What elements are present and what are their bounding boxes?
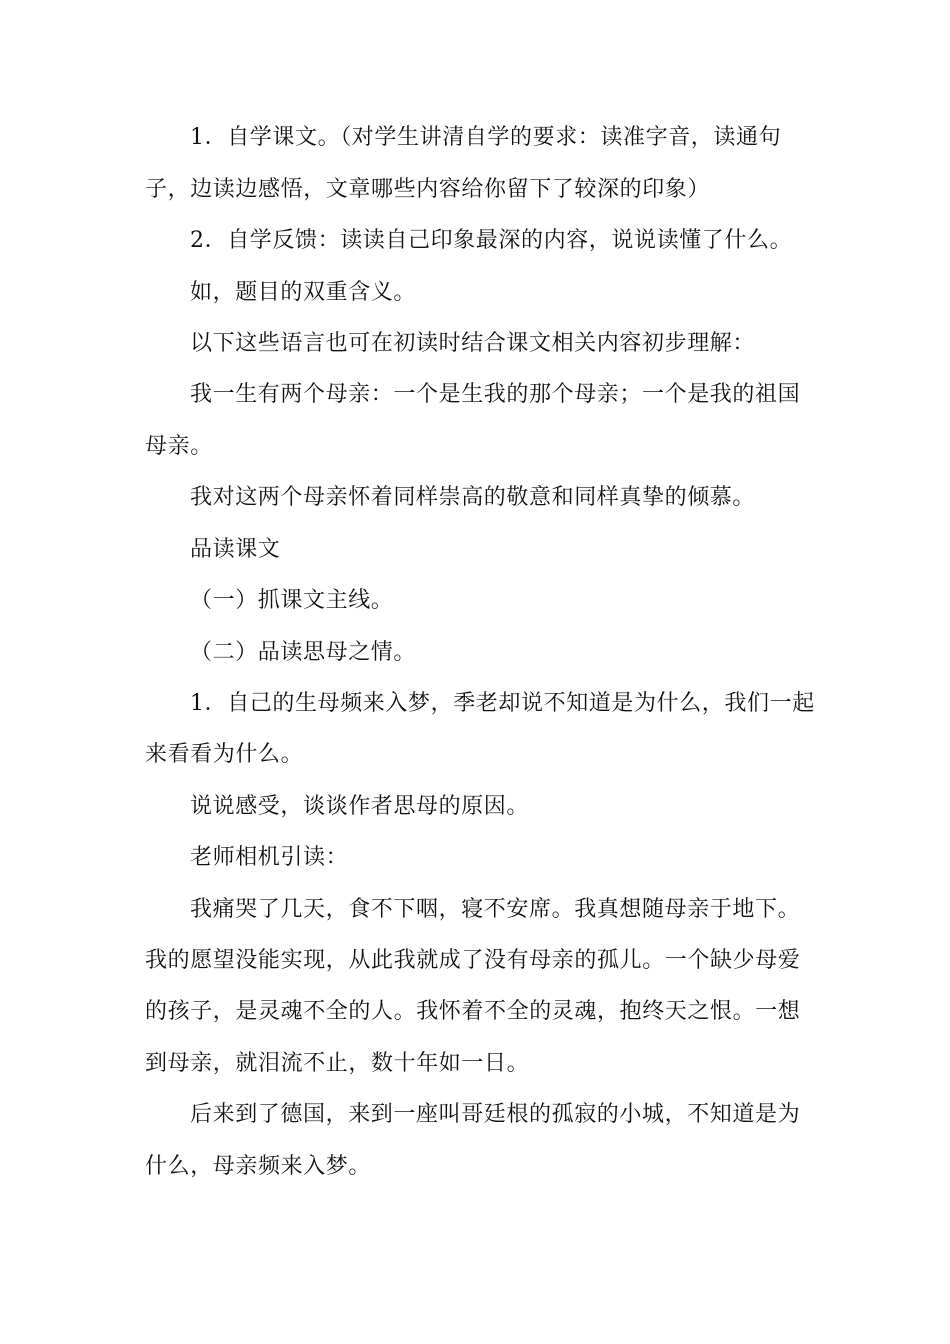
quote-line: 我痛哭了几天，食不下咽，寝不安席。我真想随母亲于地下。 bbox=[190, 897, 801, 922]
paragraph-line: 我一生有两个母亲：一个是生我的那个母亲；一个是我的祖国 bbox=[190, 382, 801, 407]
paragraph-line: 如，题目的双重含义。 bbox=[190, 280, 417, 305]
quote-line: 我的愿望没能实现，从此我就成了没有母亲的孤儿。一个缺少母爱 bbox=[145, 948, 801, 973]
quote-line: 什么，母亲频来入梦。 bbox=[145, 1154, 372, 1179]
subsection-heading: （二）品读思母之情。 bbox=[190, 640, 417, 665]
quote-line: 到母亲，就泪流不止，数十年如一日。 bbox=[145, 1051, 530, 1076]
section-heading: 品读课文 bbox=[190, 537, 281, 562]
paragraph-line: 子，边读边感悟，文章哪些内容给你留下了较深的印象） bbox=[145, 177, 711, 202]
paragraph-line: 我对这两个母亲怀着同样崇高的敬意和同样真挚的倾慕。 bbox=[190, 485, 756, 510]
paragraph-line: 说说感受，谈谈作者思母的原因。 bbox=[190, 794, 530, 819]
paragraph-line: 以下这些语言也可在初读时结合课文相关内容初步理解： bbox=[190, 331, 756, 356]
paragraph-line: 2．自学反馈：读读自己印象最深的内容，说说读懂了什么。 bbox=[190, 228, 793, 253]
paragraph-line: 1．自己的生母频来入梦，季老却说不知道是为什么，我们一起 bbox=[190, 691, 815, 716]
paragraph-line: 1．自学课文。（对学生讲清自学的要求：读准字音，读通句 bbox=[190, 125, 782, 150]
quote-line: 的孩子，是灵魂不全的人。我怀着不全的灵魂，抱终天之恨。一想 bbox=[145, 999, 801, 1024]
subsection-heading: （一）抓课文主线。 bbox=[190, 588, 394, 613]
paragraph-line: 来看看为什么。 bbox=[145, 742, 304, 767]
paragraph-line: 老师相机引读： bbox=[190, 845, 349, 870]
paragraph-line: 母亲。 bbox=[145, 434, 213, 459]
quote-line: 后来到了德国，来到一座叫哥廷根的孤寂的小城，不知道是为 bbox=[190, 1102, 801, 1127]
